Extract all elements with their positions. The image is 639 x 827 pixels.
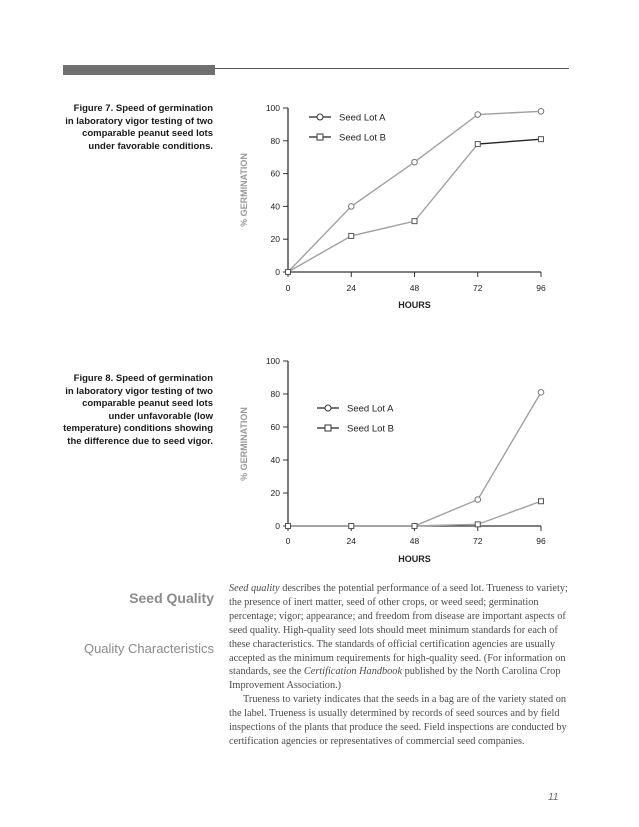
- section-heading: Seed Quality: [129, 590, 214, 606]
- term-seed-quality: Seed quality: [229, 583, 280, 594]
- y-tick-label: 60: [270, 168, 280, 179]
- series-line-lot-a: [288, 392, 541, 526]
- legend-marker-circle: [325, 405, 331, 411]
- data-point-lot-b: [412, 524, 417, 529]
- y-axis-title: % GERMINATION: [239, 407, 249, 481]
- y-tick-label: 20: [270, 488, 280, 498]
- x-tick-label: 24: [346, 283, 356, 293]
- paragraph-1-text-b: published by the North Carolina Crop Improvement Association.): [229, 666, 561, 692]
- data-point-lot-a: [538, 390, 544, 396]
- legend-label: Seed Lot A: [347, 403, 394, 415]
- x-tick-label: 72: [473, 283, 483, 293]
- y-tick-label: 80: [270, 135, 280, 146]
- page-number: 11: [548, 792, 559, 803]
- y-tick-label: 0: [275, 267, 280, 277]
- data-point-lot-b: [286, 524, 291, 529]
- legend-label: Seed Lot B: [339, 132, 387, 144]
- x-tick-label: 24: [346, 536, 356, 546]
- y-tick-label: 0: [275, 521, 280, 531]
- data-point-lot-b: [539, 499, 544, 504]
- data-point-lot-b: [349, 524, 354, 529]
- series-line-lot-b: [288, 501, 541, 526]
- y-axis-title: % GERMINATION: [239, 153, 249, 227]
- figure-8-caption-text: Figure 8. Speed of germination in laboratory vigor testing of two comparable peanut seed lots under unfavorable (low: [65, 373, 213, 422]
- x-tick-label: 0: [285, 283, 291, 293]
- x-tick-label: 72: [473, 536, 483, 546]
- x-tick-label: 0: [285, 536, 291, 546]
- data-point-lot-a: [475, 497, 481, 503]
- y-tick-label: 40: [270, 201, 280, 212]
- section-subheading: Quality Characteristics: [83, 641, 214, 656]
- legend-marker-square: [325, 425, 331, 431]
- y-tick-label: 40: [270, 455, 280, 465]
- paragraph-1-text-a: describes the potential performance of a seed lot. Trueness to variety; the presence of inert matter, seed of other crops, or weed seed; germination percentage; vigor; appearance; and freedom from disease are important aspects of seed quality. High-quality seed lots should meet minimum standards for each of these characteristics. The standards of official certification agencies are usually accepted as the minimum requirements for high-quality seed. (For information on standards, see the: [229, 583, 568, 678]
- x-axis-title: HOURS: [398, 554, 431, 564]
- y-tick-label: 100: [265, 103, 280, 113]
- x-axis-title: HOURS: [398, 300, 431, 310]
- figure-8-caption-bold: temperature) conditions showing the difference due to seed vigor.: [63, 423, 213, 447]
- paragraph-1: [229, 582, 571, 693]
- body-text: [229, 582, 571, 749]
- x-tick-label: 96: [536, 283, 546, 293]
- paragraph-2: Trueness to variety indicates that the seeds in a bag are of the variety stated on the label. Trueness is usually determined by records of seed sources and by field inspections of the plants that produce the seed. Field inspections are conducted by certification agencies or representatives of commercial seed companies.: [229, 694, 567, 747]
- legend-label: Seed Lot B: [347, 423, 395, 435]
- x-tick-label: 96: [536, 536, 546, 546]
- y-tick-label: 100: [265, 356, 280, 366]
- figure-7-caption: Figure 7. Speed of germination in laboratory vigor testing of two comparable peanut seed lots under favorable conditions.: [65, 103, 213, 152]
- x-tick-label: 48: [409, 536, 420, 546]
- y-tick-label: 60: [270, 422, 280, 432]
- legend-label: Seed Lot A: [339, 112, 386, 124]
- term-certification-handbook: Certification Handbook: [303, 666, 403, 678]
- x-tick-label: 48: [409, 283, 420, 293]
- data-point-lot-b: [475, 522, 480, 527]
- y-tick-label: 80: [270, 389, 280, 399]
- y-tick-label: 20: [270, 234, 280, 245]
